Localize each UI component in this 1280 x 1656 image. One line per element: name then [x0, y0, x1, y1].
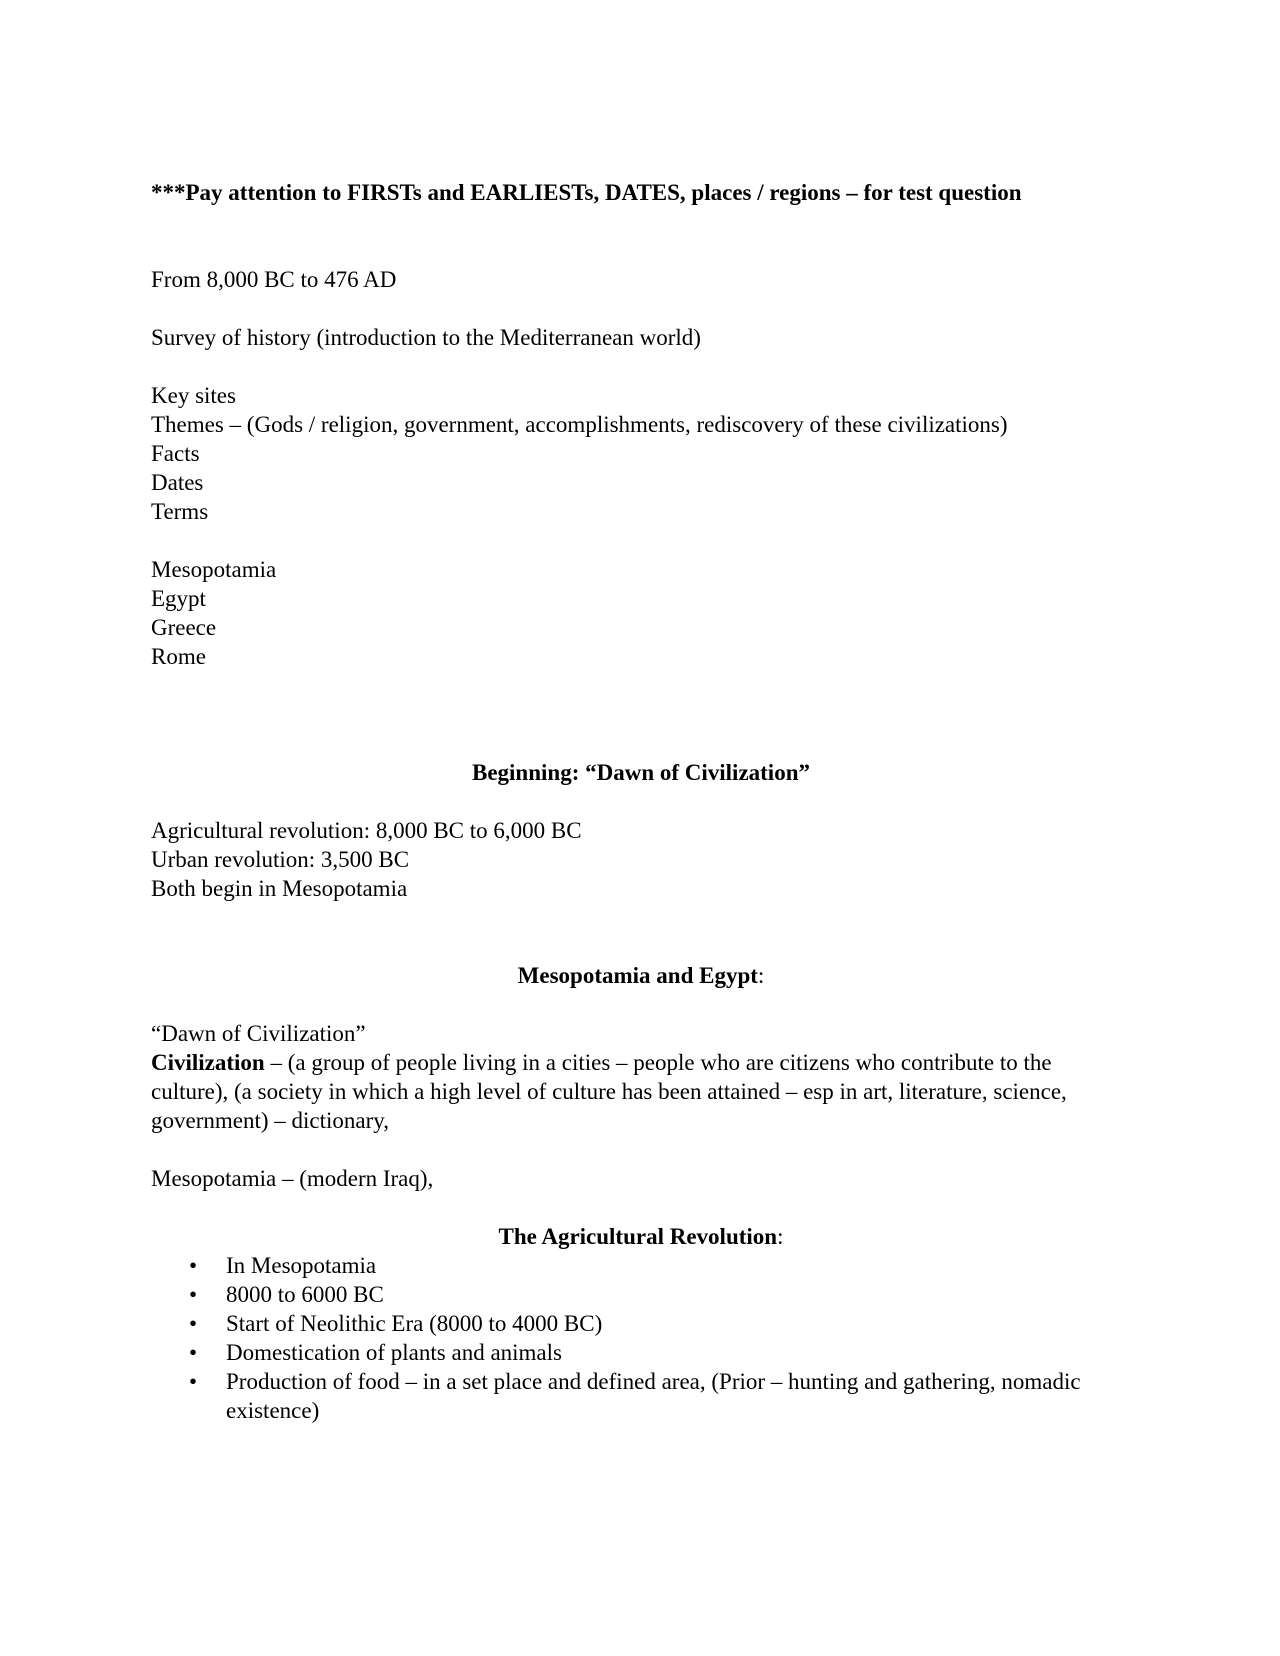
- region-item: Rome: [151, 644, 206, 669]
- revolution-line: Urban revolution: 3,500 BC: [151, 847, 410, 872]
- list-item-text: In Mesopotamia: [226, 1253, 377, 1278]
- revolution-lines: [151, 816, 1131, 903]
- definition-text: – (a group of people living in a cities – people who are citizens who contribute to the culture), (a society in which a high level of culture has been attained – esp in art, literature, science, government) – dictionary,: [151, 1050, 1067, 1133]
- list-item: [151, 1338, 1131, 1367]
- region-item: Egypt: [151, 586, 206, 611]
- list-item-text: Domestication of plants and animals: [226, 1340, 562, 1365]
- topics-list: [151, 381, 1131, 526]
- list-item: [151, 1367, 1131, 1425]
- topic-item: Themes – (Gods / religion, government, accomplishments, rediscovery of these civilizations): [151, 412, 1008, 437]
- topic-item: Dates: [151, 470, 204, 495]
- agricultural-bullet-list: [151, 1251, 1131, 1425]
- bullet-icon: •: [189, 1340, 198, 1365]
- topic-item: Key sites: [151, 383, 236, 408]
- regions-list: [151, 555, 1131, 671]
- test-notice: ***Pay attention to FIRSTs and EARLIESTs, DATES, places / regions – for test question: [151, 180, 1022, 205]
- section-heading-dawn: Beginning: “Dawn of Civilization”: [471, 760, 810, 785]
- heading-text: The Agricultural Revolution: [498, 1224, 778, 1249]
- section-heading-mesopotamia-egypt: [151, 961, 1131, 990]
- heading-colon: :: [757, 963, 765, 988]
- revolution-line: Both begin in Mesopotamia: [151, 876, 408, 901]
- list-item-text: 8000 to 6000 BC: [226, 1282, 384, 1307]
- region-item: Mesopotamia: [151, 557, 277, 582]
- heading-colon: :: [777, 1224, 784, 1249]
- bullet-icon: •: [189, 1253, 198, 1278]
- survey-description: Survey of history (introduction to the Mediterranean world): [151, 325, 701, 350]
- list-item-text: Start of Neolithic Era (8000 to 4000 BC): [226, 1311, 603, 1336]
- dawn-quote: “Dawn of Civilization”: [151, 1021, 366, 1046]
- term-civilization: Civilization: [151, 1050, 265, 1075]
- section-heading-agricultural-revolution: [151, 1222, 1131, 1251]
- civilization-definition: [151, 1048, 1131, 1135]
- heading-text: Mesopotamia and Egypt: [517, 963, 758, 988]
- bullet-icon: •: [189, 1369, 198, 1394]
- list-item: [151, 1309, 1131, 1338]
- document-page: [151, 178, 1131, 1425]
- topic-item: Terms: [151, 499, 209, 524]
- revolution-line: Agricultural revolution: 8,000 BC to 6,000 BC: [151, 818, 582, 843]
- list-item: [151, 1280, 1131, 1309]
- mesopotamia-note: Mesopotamia – (modern Iraq),: [151, 1166, 434, 1191]
- bullet-icon: •: [189, 1311, 198, 1336]
- bullet-icon: •: [189, 1282, 198, 1307]
- list-item-text: Production of food – in a set place and defined area, (Prior – hunting and gathering, nomadic existence): [226, 1369, 1081, 1423]
- list-item: [151, 1251, 1131, 1280]
- topic-item: Facts: [151, 441, 200, 466]
- date-range: From 8,000 BC to 476 AD: [151, 267, 397, 292]
- region-item: Greece: [151, 615, 217, 640]
